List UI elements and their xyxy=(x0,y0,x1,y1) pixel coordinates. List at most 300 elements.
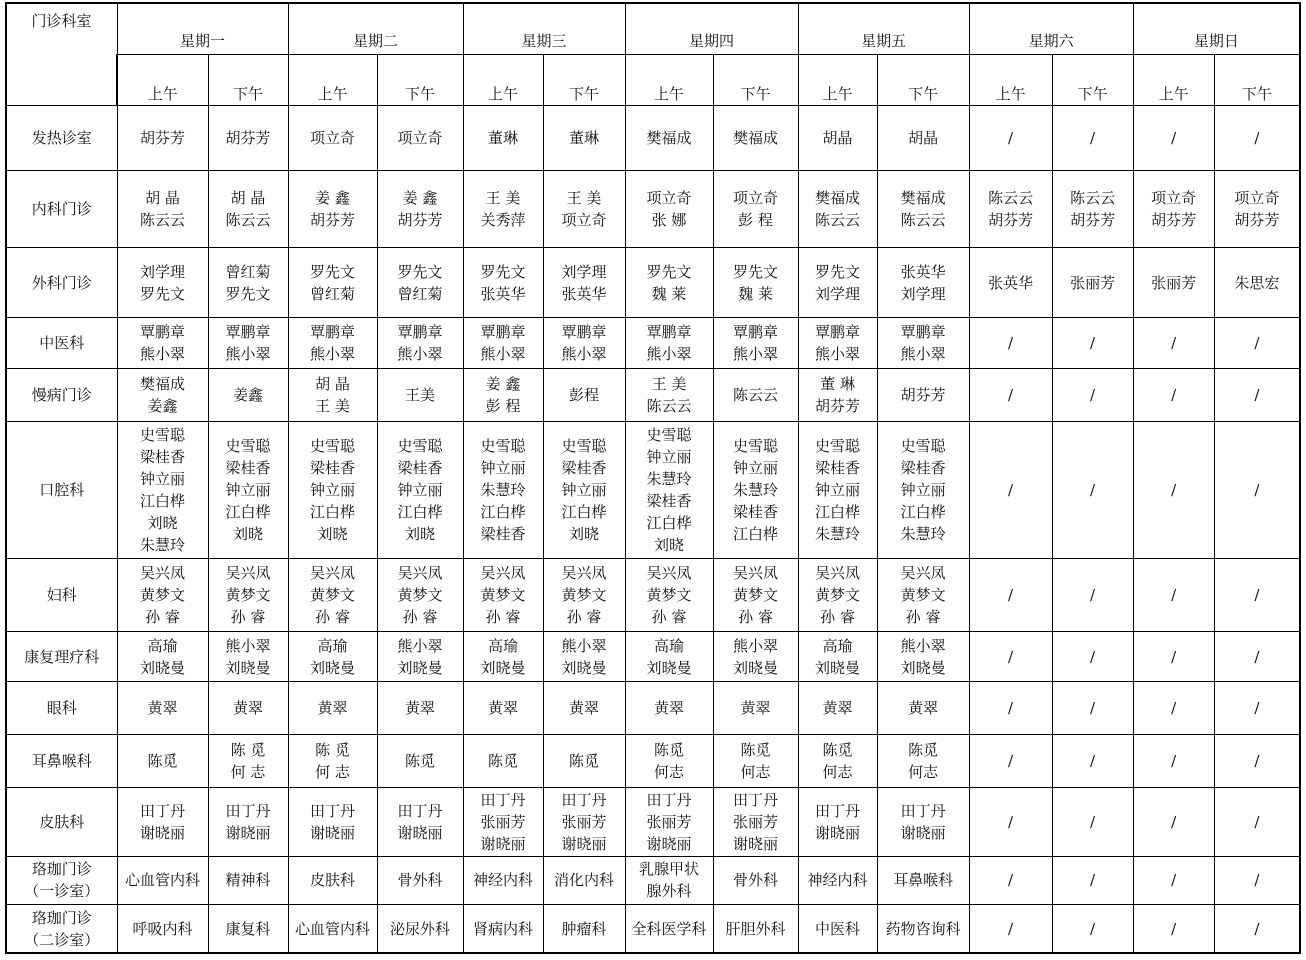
staff-name: / xyxy=(1090,128,1096,147)
schedule-cell xyxy=(1214,632,1300,681)
pm-header-cell xyxy=(713,54,798,105)
day-header-label: 星期三 xyxy=(521,31,567,50)
schedule-cell xyxy=(969,422,1052,559)
staff-name: 江白桦 xyxy=(561,503,607,522)
header-row-periods xyxy=(6,54,1300,105)
schedule-cell xyxy=(463,318,543,368)
staff-name: 中医科 xyxy=(815,919,861,938)
schedule-cell xyxy=(288,248,377,318)
schedule-cell xyxy=(713,368,798,421)
staff-name: 黄翠 xyxy=(233,698,264,717)
staff-name: 吴兴凤 xyxy=(397,564,443,583)
schedule-cell xyxy=(543,106,625,170)
staff-name: 全科医学科 xyxy=(631,919,707,938)
staff-name: 孙 睿 xyxy=(145,608,180,627)
staff-name: / xyxy=(1171,871,1177,890)
staff-name: / xyxy=(1171,752,1177,771)
schedule-cell xyxy=(713,905,798,953)
staff-name: 肿瘤科 xyxy=(561,919,607,938)
staff-name: 胡芬芳 xyxy=(225,128,271,147)
staff-name: 胡 晶 xyxy=(315,374,350,393)
am-label: 上午 xyxy=(147,85,178,104)
staff-name: 谢晓丽 xyxy=(646,835,692,854)
schedule-cell xyxy=(117,368,208,421)
schedule-cell xyxy=(713,632,798,681)
staff-name: 史雪聪 xyxy=(815,437,861,456)
schedule-cell xyxy=(1052,856,1133,904)
am-label: 上午 xyxy=(317,85,348,104)
pm-label: 下午 xyxy=(405,85,436,104)
staff-name: / xyxy=(1090,586,1096,605)
staff-name: 黄梦文 xyxy=(310,586,356,605)
staff-name: / xyxy=(1254,481,1260,500)
schedule-cell xyxy=(117,170,208,247)
staff-name: 心血管内科 xyxy=(124,871,200,890)
schedule-cell xyxy=(798,681,877,734)
schedule-cell xyxy=(969,558,1052,631)
staff-name: 刘晓曼 xyxy=(646,658,692,677)
pm-header-cell xyxy=(543,54,625,105)
staff-name: 姜鑫 xyxy=(233,385,264,404)
schedule-cell xyxy=(117,788,208,856)
staff-name: 刘晓曼 xyxy=(815,658,861,677)
schedule-cell xyxy=(288,632,377,681)
dept-name-cell xyxy=(6,788,117,856)
staff-name: 谢晓丽 xyxy=(397,824,443,843)
staff-name: / xyxy=(1254,334,1260,353)
staff-name: / xyxy=(1008,698,1014,717)
schedule-cell xyxy=(377,632,463,681)
staff-name: 孙 睿 xyxy=(905,608,941,627)
staff-name: 皮肤科 xyxy=(310,871,356,890)
schedule-cell xyxy=(1133,248,1214,318)
staff-name: / xyxy=(1090,871,1096,890)
staff-name: 黄梦文 xyxy=(139,586,185,605)
day-header-1 xyxy=(117,3,288,54)
schedule-cell xyxy=(1214,735,1300,788)
schedule-cell xyxy=(208,788,288,856)
schedule-cell xyxy=(713,318,798,368)
staff-name: 陈云云 xyxy=(988,188,1034,207)
staff-name: 刘学理 xyxy=(815,284,861,303)
staff-name: 覃鹏章 xyxy=(733,323,779,342)
schedule-cell xyxy=(463,170,543,247)
schedule-cell xyxy=(1052,788,1133,856)
pm-header-cell xyxy=(1214,54,1300,105)
pm-label: 下午 xyxy=(1077,85,1108,104)
staff-name: 神经内科 xyxy=(473,871,534,890)
schedule-row xyxy=(6,248,1300,318)
staff-name: 史雪聪 xyxy=(480,437,526,456)
staff-name: 田丁丹 xyxy=(815,802,861,821)
staff-name: / xyxy=(1090,481,1096,500)
staff-name: 田丁丹 xyxy=(561,791,607,810)
staff-name: 黄梦文 xyxy=(225,586,271,605)
staff-name: 覃鹏章 xyxy=(480,323,526,342)
dept-name-cell xyxy=(6,422,117,559)
schedule-cell xyxy=(377,170,463,247)
staff-name: 梁桂香 xyxy=(397,459,443,478)
schedule-cell xyxy=(1133,318,1214,368)
schedule-cell xyxy=(463,248,543,318)
schedule-cell xyxy=(377,905,463,953)
staff-name: 田丁丹 xyxy=(310,802,356,821)
schedule-cell xyxy=(798,318,877,368)
dept-header-label: 门诊科室 xyxy=(31,12,92,30)
dept-name-line: 内科门诊 xyxy=(31,199,92,218)
schedule-cell xyxy=(969,856,1052,904)
staff-name: 张 娜 xyxy=(651,210,687,229)
staff-name: / xyxy=(1171,698,1177,717)
staff-name: 樊福成 xyxy=(733,128,779,147)
staff-name: 史雪聪 xyxy=(561,437,607,456)
dept-name-line: 眼科 xyxy=(46,698,77,717)
staff-name: 刘晓曼 xyxy=(139,658,185,677)
schedule-cell xyxy=(208,632,288,681)
staff-name: 王 美 xyxy=(566,188,602,207)
staff-name: 钟立丽 xyxy=(900,481,946,500)
schedule-cell xyxy=(1133,856,1214,904)
schedule-cell xyxy=(543,632,625,681)
schedule-cell xyxy=(463,558,543,631)
staff-name: 黄翠 xyxy=(822,698,853,717)
staff-name: 姜 鑫 xyxy=(402,188,438,207)
staff-name: 心血管内科 xyxy=(295,919,371,938)
schedule-cell xyxy=(877,681,969,734)
staff-name: 刘晓曼 xyxy=(310,658,356,677)
dept-name-cell xyxy=(6,735,117,788)
staff-name: 刘晓曼 xyxy=(397,658,443,677)
staff-name: 田丁丹 xyxy=(900,802,946,821)
schedule-cell xyxy=(288,318,377,368)
schedule-cell xyxy=(877,856,969,904)
schedule-cell xyxy=(543,318,625,368)
schedule-cell xyxy=(713,248,798,318)
staff-name: 黄梦文 xyxy=(733,586,779,605)
schedule-cell xyxy=(713,106,798,170)
staff-name: 刘晓曼 xyxy=(733,658,779,677)
staff-name: 陈觅 xyxy=(822,741,853,760)
staff-name: 陈云云 xyxy=(815,210,861,229)
staff-name: 黄翠 xyxy=(569,698,600,717)
staff-name: 董琳 xyxy=(488,128,519,147)
staff-name: 刘学理 xyxy=(561,262,607,281)
schedule-cell xyxy=(625,735,713,788)
staff-name: 江白桦 xyxy=(310,503,356,522)
staff-name: 江白桦 xyxy=(397,503,443,522)
staff-name: 王 美 xyxy=(651,374,687,393)
pm-label: 下午 xyxy=(1241,85,1272,104)
day-header-label: 星期一 xyxy=(180,31,226,50)
staff-name: 黄翠 xyxy=(317,698,348,717)
dept-name-cell xyxy=(6,905,117,953)
day-header-2 xyxy=(288,3,463,54)
staff-name: 刘晓曼 xyxy=(561,658,607,677)
schedule-cell xyxy=(877,248,969,318)
staff-name: 刘晓 xyxy=(317,525,348,544)
dept-name-cell xyxy=(6,856,117,904)
staff-name: 刘晓 xyxy=(654,536,685,555)
staff-name: 胡芬芳 xyxy=(1151,210,1197,229)
schedule-cell xyxy=(969,248,1052,318)
staff-name: 钟立丽 xyxy=(480,459,526,478)
staff-name: / xyxy=(1008,481,1014,500)
schedule-cell xyxy=(463,106,543,170)
staff-name: 梁桂香 xyxy=(139,448,185,467)
staff-name: / xyxy=(1090,919,1096,938)
staff-name: 孙 睿 xyxy=(315,608,350,627)
staff-name: / xyxy=(1254,647,1260,666)
schedule-cell xyxy=(463,422,543,559)
staff-name: 刘学理 xyxy=(139,262,185,281)
pm-label: 下午 xyxy=(233,85,264,104)
staff-name: 钟立丽 xyxy=(815,481,861,500)
staff-name: 钟立丽 xyxy=(397,481,443,500)
schedule-cell xyxy=(798,856,877,904)
staff-name: 覃鹏章 xyxy=(225,323,271,342)
staff-name: 精神科 xyxy=(225,871,271,890)
schedule-cell xyxy=(1214,681,1300,734)
staff-name: 吴兴凤 xyxy=(310,564,356,583)
staff-name: 何 志 xyxy=(315,763,350,782)
staff-name: 胡 晶 xyxy=(145,188,180,207)
schedule-cell xyxy=(798,905,877,953)
staff-name: 钟立丽 xyxy=(646,448,692,467)
staff-name: 谢晓丽 xyxy=(310,824,356,843)
staff-name: / xyxy=(1171,481,1177,500)
staff-name: 陈觅 xyxy=(569,752,600,771)
schedule-cell xyxy=(463,856,543,904)
dept-header-cell xyxy=(6,3,117,106)
staff-name: 江白桦 xyxy=(139,492,185,511)
am-header-cell xyxy=(1133,54,1214,105)
staff-name: 高瑜 xyxy=(822,636,853,655)
dept-name-line: 耳鼻喉科 xyxy=(31,752,92,771)
schedule-cell xyxy=(1133,170,1214,247)
staff-name: 史雪聪 xyxy=(225,437,271,456)
schedule-cell xyxy=(543,735,625,788)
staff-name: 梁桂香 xyxy=(310,459,356,478)
schedule-cell xyxy=(117,558,208,631)
am-header-cell xyxy=(117,54,208,105)
day-header-label: 星期二 xyxy=(353,31,399,50)
staff-name: 陈云云 xyxy=(646,396,692,415)
staff-name: / xyxy=(1008,871,1014,890)
staff-name: 孙 睿 xyxy=(566,608,602,627)
dept-name-line: 中医科 xyxy=(39,334,85,353)
schedule-cell xyxy=(713,422,798,559)
staff-name: 吴兴凤 xyxy=(646,564,692,583)
pm-header-cell xyxy=(1052,54,1133,105)
staff-name: / xyxy=(1008,919,1014,938)
schedule-cell xyxy=(288,788,377,856)
schedule-row xyxy=(6,422,1300,559)
schedule-cell xyxy=(288,368,377,421)
staff-name: / xyxy=(1171,647,1177,666)
dept-name-line: 珞珈门诊 xyxy=(31,908,92,927)
am-label: 上午 xyxy=(822,85,853,104)
schedule-cell xyxy=(117,856,208,904)
schedule-cell xyxy=(625,905,713,953)
day-header-label: 星期五 xyxy=(861,31,907,50)
staff-name: 覃鹏章 xyxy=(310,323,356,342)
schedule-cell xyxy=(625,106,713,170)
dept-name-line: 慢病门诊 xyxy=(31,385,92,404)
staff-name: 田丁丹 xyxy=(646,791,692,810)
schedule-cell xyxy=(713,735,798,788)
staff-name: 肾病内科 xyxy=(473,919,534,938)
schedule-cell xyxy=(1052,318,1133,368)
staff-name: 熊小翠 xyxy=(397,636,443,655)
staff-name: / xyxy=(1090,647,1096,666)
schedule-cell xyxy=(288,735,377,788)
staff-name: 黄翠 xyxy=(908,698,939,717)
schedule-cell xyxy=(117,632,208,681)
staff-name: 陈觅 xyxy=(488,752,519,771)
staff-name: / xyxy=(1008,385,1014,404)
day-header-6 xyxy=(969,3,1133,54)
staff-name: 项立奇 xyxy=(646,188,692,207)
staff-name: 王美 xyxy=(405,385,436,404)
schedule-cell xyxy=(288,106,377,170)
staff-name: 史雪聪 xyxy=(733,437,779,456)
staff-name: 陈觅 xyxy=(405,752,436,771)
staff-name: / xyxy=(1254,871,1260,890)
staff-name: 何志 xyxy=(740,763,771,782)
staff-name: 关秀萍 xyxy=(480,210,526,229)
schedule-cell xyxy=(1133,632,1214,681)
dept-name-line: 珞珈门诊 xyxy=(31,860,92,879)
schedule-cell xyxy=(625,788,713,856)
schedule-cell xyxy=(625,632,713,681)
schedule-cell xyxy=(1133,368,1214,421)
staff-name: 梁桂香 xyxy=(225,459,271,478)
staff-name: 谢晓丽 xyxy=(900,824,946,843)
staff-name: 高瑜 xyxy=(147,636,178,655)
staff-name: 吴兴凤 xyxy=(733,564,779,583)
staff-name: 谢晓丽 xyxy=(225,824,271,843)
staff-name: 谢晓丽 xyxy=(815,824,861,843)
staff-name: 何志 xyxy=(822,763,853,782)
schedule-cell xyxy=(543,788,625,856)
staff-name: 张英华 xyxy=(900,262,946,281)
staff-name: 熊小翠 xyxy=(480,345,526,364)
schedule-row xyxy=(6,905,1300,953)
staff-name: 田丁丹 xyxy=(225,802,271,821)
staff-name: 孙 睿 xyxy=(651,608,687,627)
schedule-cell xyxy=(208,558,288,631)
staff-name: 胡芬芳 xyxy=(900,385,946,404)
staff-name: 刘晓曼 xyxy=(225,658,271,677)
staff-name: 刘晓 xyxy=(233,525,264,544)
schedule-cell xyxy=(117,318,208,368)
am-label: 上午 xyxy=(1158,85,1189,104)
staff-name: 谢晓丽 xyxy=(480,835,526,854)
schedule-cell xyxy=(798,422,877,559)
schedule-cell xyxy=(377,558,463,631)
schedule-cell xyxy=(117,681,208,734)
staff-name: 药物咨询科 xyxy=(885,919,961,938)
staff-name: 罗先文 xyxy=(139,284,185,303)
schedule-cell xyxy=(543,856,625,904)
staff-name: 孙 睿 xyxy=(402,608,438,627)
staff-name: 樊福成 xyxy=(815,188,861,207)
staff-name: 黄梦文 xyxy=(646,586,692,605)
staff-name: 朱慧玲 xyxy=(900,525,946,544)
dept-name-cell xyxy=(6,632,117,681)
staff-name: 何志 xyxy=(654,763,685,782)
staff-name: 吴兴凤 xyxy=(480,564,526,583)
staff-name: 罗先文 xyxy=(480,262,526,281)
schedule-cell xyxy=(1052,735,1133,788)
schedule-cell xyxy=(543,368,625,421)
day-header-label: 星期日 xyxy=(1193,31,1239,50)
staff-name: 熊小翠 xyxy=(225,636,271,655)
staff-name: 项立奇 xyxy=(561,210,607,229)
staff-name: 黄梦文 xyxy=(900,586,946,605)
staff-name: 梁桂香 xyxy=(646,492,692,511)
schedule-cell xyxy=(798,632,877,681)
staff-name: 曾红菊 xyxy=(397,284,443,303)
staff-name: 黄翠 xyxy=(488,698,519,717)
am-label: 上午 xyxy=(654,85,685,104)
staff-name: 黄梦文 xyxy=(561,586,607,605)
staff-name: 陈云云 xyxy=(733,385,779,404)
schedule-cell xyxy=(208,735,288,788)
schedule-cell xyxy=(1052,248,1133,318)
schedule-row xyxy=(6,632,1300,681)
schedule-cell xyxy=(117,905,208,953)
staff-name: 熊小翠 xyxy=(646,345,692,364)
staff-name: 熊小翠 xyxy=(225,345,271,364)
staff-name: 江白桦 xyxy=(646,514,692,533)
schedule-cell xyxy=(877,735,969,788)
am-label: 上午 xyxy=(488,85,519,104)
day-header-4 xyxy=(625,3,798,54)
schedule-cell xyxy=(463,788,543,856)
dept-name-line: 康复理疗科 xyxy=(24,647,100,666)
staff-name: 史雪聪 xyxy=(310,437,356,456)
staff-name: 胡 晶 xyxy=(230,188,266,207)
staff-name: / xyxy=(1254,128,1260,147)
staff-name: / xyxy=(1090,334,1096,353)
staff-name: 康复科 xyxy=(225,919,271,938)
schedule-cell xyxy=(1052,905,1133,953)
staff-name: 孙 睿 xyxy=(230,608,266,627)
staff-name: 王 美 xyxy=(485,188,521,207)
staff-name: 覃鹏章 xyxy=(646,323,692,342)
schedule-cell xyxy=(1052,170,1133,247)
staff-name: 熊小翠 xyxy=(561,636,607,655)
staff-name: 姜鑫 xyxy=(147,396,178,415)
schedule-cell xyxy=(1052,106,1133,170)
schedule-cell xyxy=(798,106,877,170)
staff-name: 神经内科 xyxy=(807,871,868,890)
staff-name: 钟立丽 xyxy=(561,481,607,500)
staff-name: 张丽芳 xyxy=(1070,273,1116,292)
staff-name: 熊小翠 xyxy=(815,345,861,364)
staff-name: 刘晓曼 xyxy=(900,658,946,677)
schedule-cell xyxy=(208,170,288,247)
staff-name: / xyxy=(1008,128,1014,147)
schedule-cell xyxy=(625,558,713,631)
staff-name: 姜 鑫 xyxy=(485,374,521,393)
staff-name: / xyxy=(1171,334,1177,353)
staff-name: 钟立丽 xyxy=(225,481,271,500)
dept-name-cell xyxy=(6,248,117,318)
schedule-cell xyxy=(543,905,625,953)
staff-name: 何志 xyxy=(908,763,939,782)
